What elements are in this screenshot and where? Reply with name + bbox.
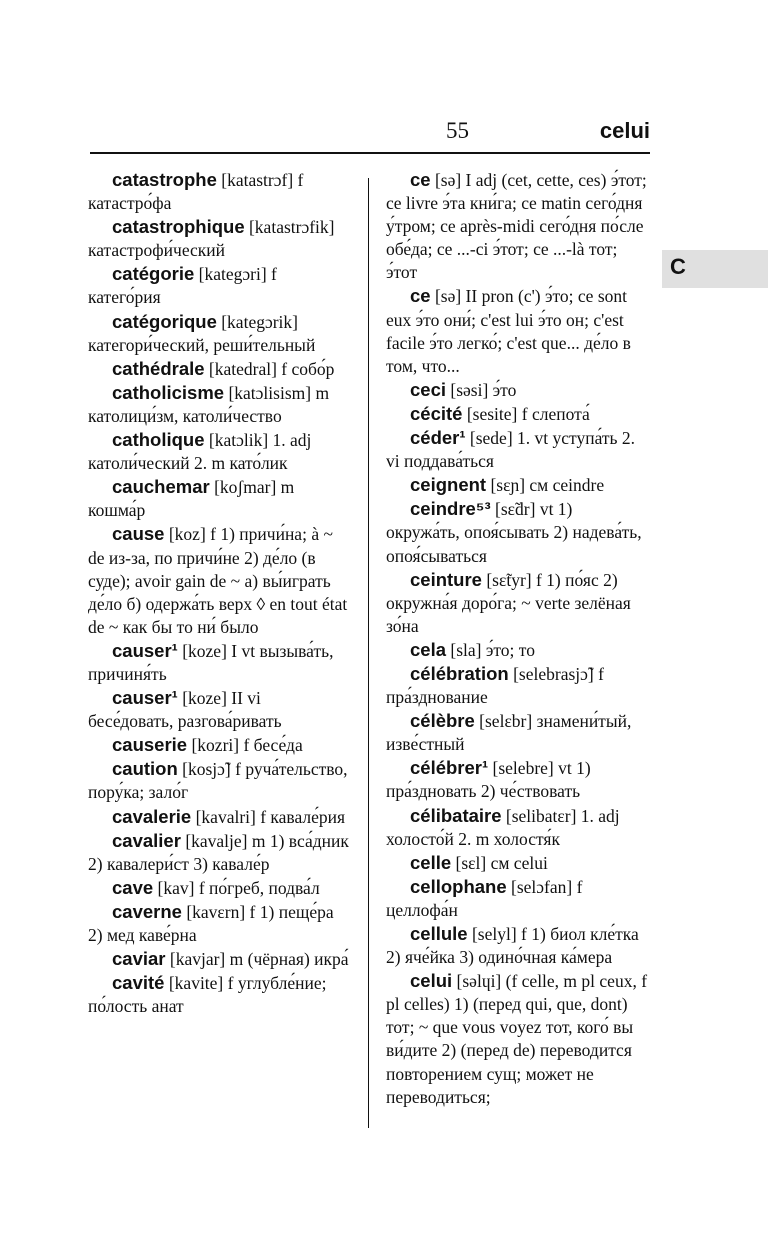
entry-headword: cellule <box>410 923 468 944</box>
dictionary-entry <box>88 733 350 757</box>
entry-headword: catégorie <box>112 263 195 285</box>
entry-definition: [səsi] э́то <box>446 379 517 400</box>
entry-headword: causer¹ <box>112 639 178 661</box>
entry-headword: célébrer¹ <box>410 757 489 779</box>
entry-definition: [kav] f по́греб, подва́л <box>153 877 320 898</box>
dictionary-entry <box>88 757 350 804</box>
column-divider <box>368 178 369 1128</box>
entry-headword: célibataire <box>410 804 502 826</box>
entry-headword: causer¹ <box>112 687 178 709</box>
entry-headword: cavité <box>112 972 165 994</box>
dictionary-entry <box>386 568 648 638</box>
entry-headword: cave <box>112 876 154 898</box>
entry-definition: [kosjɔ̃] f руча́тельство, пору́ка; зало́г <box>88 759 348 803</box>
thumb-tab-letter: C <box>670 254 686 279</box>
letter-thumb-tab <box>662 250 768 288</box>
entry-definition: [katɔlik] 1. adj католи́ческий 2. m като́лик <box>88 430 312 474</box>
entry-definition: [kozri] f бесе́да <box>187 735 303 756</box>
entry-headword: cavalier <box>112 829 181 851</box>
page-header <box>90 116 650 154</box>
entry-definition: [sɛl] см celui <box>451 852 548 873</box>
entry-definition: [katɔlisism] m католици́зм, католи́чество <box>88 382 330 426</box>
entry-definition: [səlɥi] (f celle, m pl ceux, f pl celles) 1) (перед qui, que, dont) тот; ~ que vous voyez тот, кого́ вы ви́дите 2) (перед de) переводится повторением сущ; может не переводиться; <box>386 971 648 1107</box>
entry-headword: ceinture <box>410 568 482 590</box>
dictionary-entry <box>386 851 648 875</box>
entry-definition: [katastrɔf] f катастро́фа <box>88 170 304 214</box>
dictionary-entry <box>88 805 350 829</box>
entry-headword: célèbre <box>410 710 475 732</box>
entry-headword: céder¹ <box>410 427 466 449</box>
dictionary-entry <box>386 426 648 473</box>
dictionary-entry <box>88 475 350 522</box>
dictionary-entry <box>386 756 648 803</box>
entry-headword: cécité <box>410 402 463 424</box>
entry-definition: [koze] I vt вызыва́ть, причиня́ть <box>88 640 334 684</box>
entry-headword: ce <box>410 285 431 307</box>
dictionary-entry <box>88 168 350 215</box>
dictionary-entry <box>88 215 350 262</box>
entry-headword: cathédrale <box>112 357 205 379</box>
entry-headword: celle <box>410 851 452 873</box>
dictionary-entry <box>386 922 648 969</box>
dictionary-entry <box>386 638 648 662</box>
dictionary-entry <box>88 971 350 1018</box>
entry-definition: [kavjar] m (чёрная) икра́ <box>165 949 349 970</box>
entry-headword: catholique <box>112 429 205 451</box>
entry-headword: ceindre⁵³ <box>410 498 491 520</box>
dictionary-entry <box>386 402 648 426</box>
entry-definition: [selyl] f 1) биол кле́тка 2) яче́йка 3) одино́чная ка́мера <box>386 924 639 968</box>
entry-headword: catastrophe <box>112 169 217 190</box>
entry-definition: [selɔfan] f целлофа́н <box>386 876 583 920</box>
entry-headword: caviar <box>112 948 166 970</box>
entry-definition: [sede] 1. vt уступа́ть 2. vi поддава́ться <box>386 428 636 472</box>
entry-definition: [katedral] f собо́р <box>204 358 335 379</box>
entry-definition: [sɛ̃dr] vt 1) окружа́ть, опоя́сывать 2) надева́ть, опоя́сываться <box>386 499 642 566</box>
entry-definition: [koʃmar] m кошма́р <box>88 477 295 521</box>
dictionary-entry <box>88 428 350 475</box>
entry-definition: [katastrɔfik] катастрофи́ческий <box>88 217 335 261</box>
entry-definition: [kavalri] f кавале́рия <box>191 806 346 827</box>
dictionary-entry <box>386 168 648 284</box>
entry-headword: cellophane <box>410 875 507 897</box>
entry-headword: caution <box>112 758 178 780</box>
running-head: celui <box>599 118 650 143</box>
entry-definition: [kategɔri] f катего́рия <box>88 264 277 308</box>
dictionary-entry <box>88 829 350 876</box>
dictionary-entry <box>88 639 350 686</box>
entry-definition: [selibatɛr] 1. adj холосто́й 2. m холостя́к <box>386 805 620 849</box>
dictionary-entry <box>386 497 648 567</box>
entry-definition: [koz] f 1) причи́на; à ~ de из-за, по причи́не 2) де́ло (в суде); avoir gain de ~ а) вы́играть де́ло б) одержа́ть верх ◊ en tout état de ~ как бы то ни́ было <box>88 524 348 637</box>
page-number: 55 <box>446 118 469 143</box>
dictionary-entry <box>88 686 350 733</box>
entry-definition: [sɛɲ] см ceindre <box>486 475 605 496</box>
entry-headword: ce <box>410 169 431 190</box>
entry-headword: ceci <box>410 378 447 400</box>
entry-definition: [kategɔrik] категори́ческий, реши́тельный <box>88 311 316 355</box>
entry-definition: [selebre] vt 1) пра́здновать 2) че́ствовать <box>386 758 591 802</box>
entry-headword: celui <box>410 970 453 992</box>
entry-definition: [selebrasjɔ̃] f пра́зднование <box>386 663 604 708</box>
entry-definition: [koze] II vi бесе́довать, разгова́ривать <box>88 688 282 732</box>
entry-headword: célébration <box>410 662 509 684</box>
entry-definition: [kavalje] m 1) вса́дник 2) кавалери́ст 3) кавале́р <box>88 830 349 874</box>
dictionary-entry <box>386 284 648 377</box>
dictionary-entry <box>386 804 648 851</box>
entry-headword: cavalerie <box>112 805 192 827</box>
right-column <box>386 168 648 1109</box>
dictionary-entry <box>88 381 350 428</box>
entry-definition: [kavite] f углубле́ние; по́лость анат <box>88 973 327 1017</box>
entry-headword: ceignent <box>410 474 487 496</box>
dictionary-entry <box>88 310 350 357</box>
dictionary-entry <box>386 709 648 756</box>
dictionary-entry <box>386 969 648 1109</box>
entry-headword: catégorique <box>112 310 217 332</box>
dictionary-entry <box>88 357 350 381</box>
entry-definition: [sesite] f слепота́ <box>462 403 590 424</box>
entry-definition: [sɛ̃tyr] f 1) по́яс 2) окружна́я доро́га; ~ verte зелёная зо́на <box>386 569 631 636</box>
entry-headword: cela <box>410 638 447 660</box>
dictionary-entry <box>88 900 350 947</box>
dictionary-entry <box>88 522 350 638</box>
entry-headword: catholicisme <box>112 381 225 403</box>
dictionary-entry <box>386 378 648 402</box>
entry-definition: [sla] э́то; то <box>446 639 535 660</box>
dictionary-entry <box>386 875 648 922</box>
left-column <box>88 168 350 1018</box>
entry-headword: caverne <box>112 900 182 922</box>
dictionary-entry <box>88 876 350 900</box>
entry-definition: [selɛbr] знамени́тый, изве́стный <box>386 711 632 755</box>
entry-definition: [kavɛrn] f 1) пеще́ра 2) мед каве́рна <box>88 901 334 945</box>
entry-definition: [sə] I adj (cet, cette, ces) э́тот; ce livre э́та кни́га; ce matin сего́дня у́тром; ce après-midi сего́дня по́сле обе́да; ce ...-ci э́тот; ce ...-là тот; э́тот <box>386 170 647 283</box>
dictionary-entry <box>88 947 350 971</box>
dictionary-entry <box>386 473 648 497</box>
entry-headword: causerie <box>112 734 188 756</box>
dictionary-entry <box>88 262 350 309</box>
entry-headword: cauchemar <box>112 476 210 498</box>
entry-headword: cause <box>112 523 165 545</box>
entry-headword: catastrophique <box>112 216 245 238</box>
entry-definition: [sə] II pron (c') э́то; ce sont eux э́то они́; c'est lui э́то он; c'est facile э́то легко́; c'est que... де́ло в том, что... <box>386 286 631 376</box>
dictionary-entry <box>386 662 648 709</box>
